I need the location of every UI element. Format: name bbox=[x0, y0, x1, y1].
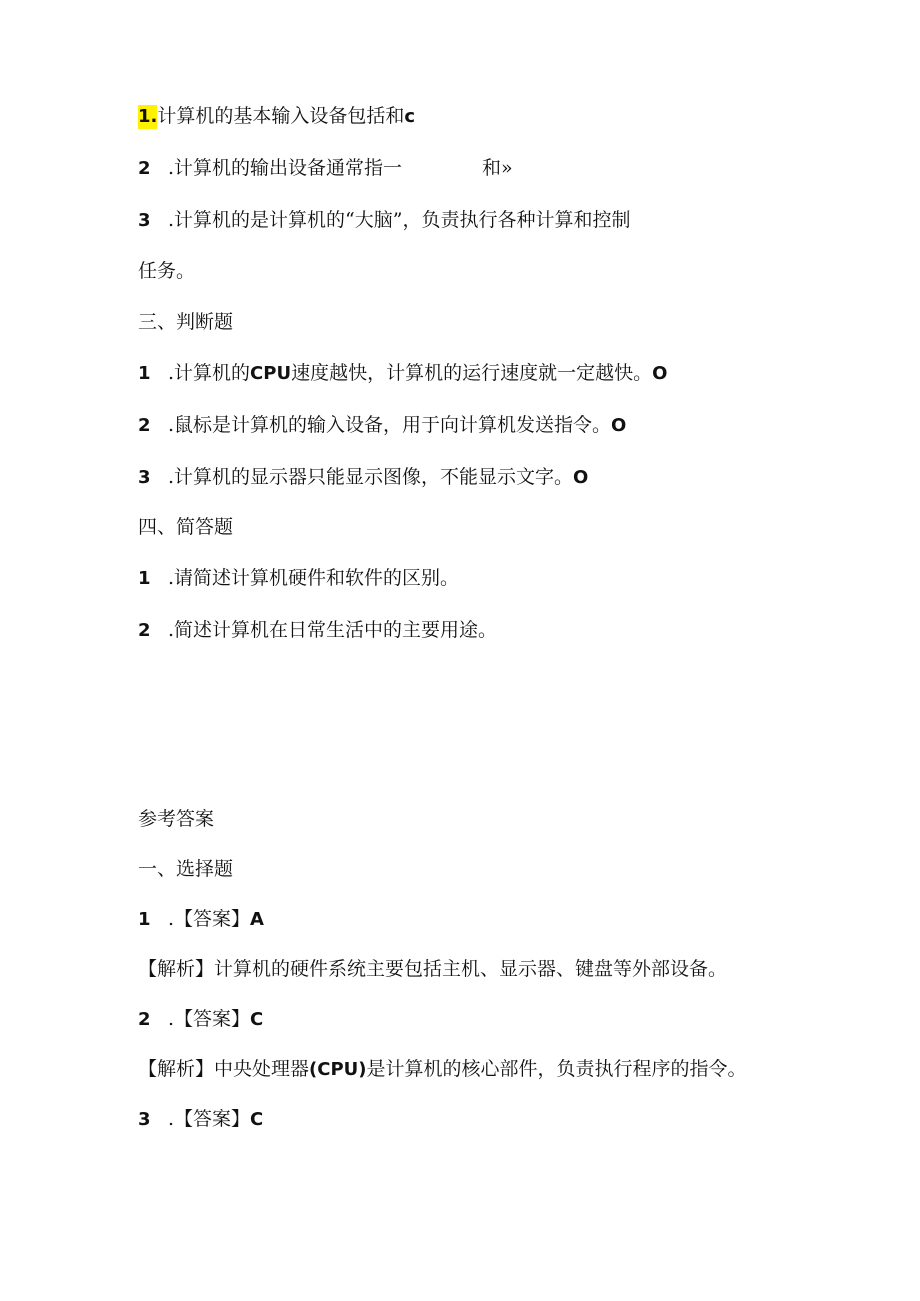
answers-section-heading: 一、选择题 bbox=[138, 858, 234, 880]
item-number: 2 bbox=[138, 415, 151, 436]
item-number: 3 bbox=[138, 467, 151, 488]
question-text: .计算机的是计算机的“大脑”，负责执行各种计算和控制 bbox=[168, 209, 631, 231]
item-text-cont: 速度越快，计算机的运行速度就一定越快。 bbox=[291, 362, 653, 384]
question-number: 2 bbox=[138, 158, 151, 179]
answer-value: C bbox=[250, 1009, 264, 1030]
judge-item-3 bbox=[138, 465, 588, 490]
item-bold-term: CPU bbox=[250, 363, 292, 384]
explanation-text: 【解析】计算机的硬件系统主要包括主机、显示器、键盘等外部设备。 bbox=[138, 958, 728, 980]
judge-item-1 bbox=[138, 361, 667, 386]
short-item-2 bbox=[138, 618, 497, 643]
section-heading-judge: 三、判断题 bbox=[138, 311, 234, 333]
item-number: 1 bbox=[138, 568, 151, 589]
judge-item-2 bbox=[138, 413, 626, 438]
answer-value: A bbox=[250, 909, 264, 930]
question-text: .计算机的输出设备通常指一 bbox=[168, 157, 403, 179]
short-item-1 bbox=[138, 566, 459, 591]
answer-mark: O bbox=[652, 363, 668, 384]
continuation-text: 任务。 bbox=[138, 260, 196, 282]
answer-item-2 bbox=[138, 1007, 263, 1032]
question-text: 计算机的基本输入设备包括和 bbox=[157, 105, 405, 127]
answer-label: .【答案】 bbox=[168, 1108, 251, 1130]
answer-mark: O bbox=[573, 467, 589, 488]
question-tail: c bbox=[404, 106, 416, 127]
fill-question-3-continuation bbox=[138, 259, 195, 283]
answers-heading: 参考答案 bbox=[138, 808, 215, 830]
answer-item-1 bbox=[138, 907, 264, 932]
section-heading-short: 四、简答题 bbox=[138, 516, 234, 538]
explanation-2 bbox=[138, 1057, 747, 1082]
answer-mark: O bbox=[611, 415, 627, 436]
fill-question-3 bbox=[138, 208, 630, 233]
item-number: 2 bbox=[138, 620, 151, 641]
item-text: .鼠标是计算机的输入设备，用于向计算机发送指令。 bbox=[168, 414, 612, 436]
explanation-text: 【解析】中央处理器 bbox=[138, 1058, 310, 1080]
item-text: .计算机的 bbox=[168, 362, 251, 384]
question-number: 1. bbox=[138, 106, 158, 127]
question-number: 3 bbox=[138, 210, 151, 231]
item-number: 1 bbox=[138, 363, 151, 384]
explanation-1 bbox=[138, 957, 727, 981]
fill-question-1 bbox=[138, 104, 415, 129]
item-text: .请简述计算机硬件和软件的区别。 bbox=[168, 567, 460, 589]
fill-question-2 bbox=[138, 156, 513, 181]
answer-label: .【答案】 bbox=[168, 908, 251, 930]
answer-label: .【答案】 bbox=[168, 1008, 251, 1030]
item-text: .计算机的显示器只能显示图像，不能显示文字。 bbox=[168, 466, 574, 488]
item-number: 3 bbox=[138, 1109, 151, 1130]
item-number: 2 bbox=[138, 1009, 151, 1030]
answer-value: C bbox=[250, 1109, 264, 1130]
explanation-bold-term: (CPU) bbox=[309, 1059, 367, 1080]
explanation-text-cont: 是计算机的核心部件，负责执行程序的指令。 bbox=[366, 1058, 747, 1080]
answer-item-3 bbox=[138, 1107, 263, 1132]
question-tail: 和» bbox=[482, 157, 513, 179]
item-number: 1 bbox=[138, 909, 151, 930]
item-text: .简述计算机在日常生活中的主要用途。 bbox=[168, 619, 498, 641]
